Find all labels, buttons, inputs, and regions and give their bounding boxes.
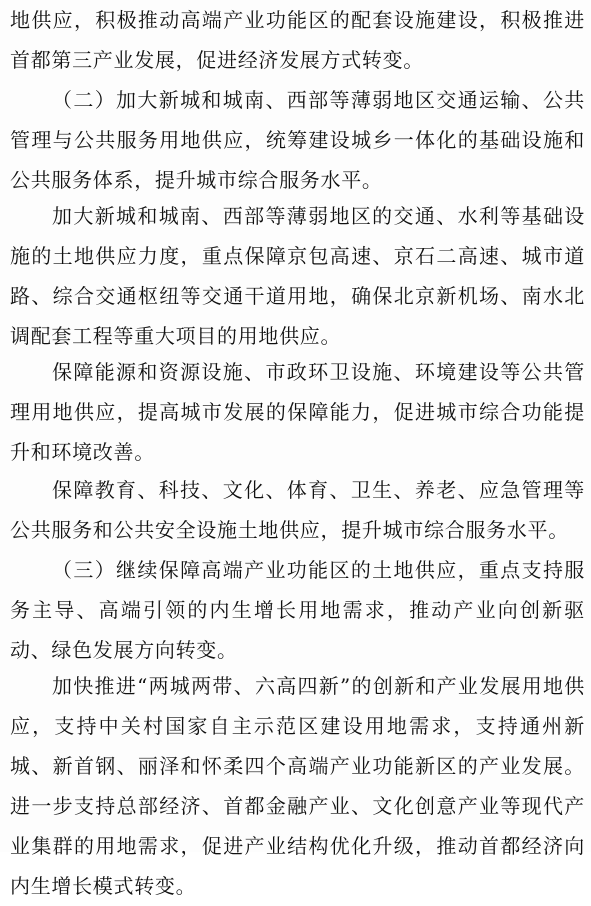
paragraph-section-three-heading: （三）继续保障高端产业功能区的土地供应，重点支持服务主导、高端引领的内生增长用地需求，推动产业向创新驱动、绿色发展方向转变。 [10, 558, 585, 662]
paragraph-energy-municipal: 保障能源和资源设施、市政环卫设施、环境建设等公共管理用地供应，提高城市发展的保障能力，促进城市综合功能提升和环境改善。 [10, 360, 585, 464]
paragraph-section-two-heading: （二）加大新城和城南、西部等薄弱地区交通运输、公共管理与公共服务用地供应，统筹建设城乡一体化的基础设施和公共服务体系，提升城市综合服务水平。 [10, 88, 585, 192]
paragraph-continuation: 地供应，积极推动高端产业功能区的配套设施建设，积极推进首都第三产业发展，促进经济发展方式转变。 [10, 8, 585, 72]
paragraph-public-services: 保障教育、科技、文化、体育、卫生、养老、应急管理等公共服务和公共安全设施土地供应，提升城市综合服务水平。 [10, 478, 585, 542]
paragraph-transport-infrastructure: 加大新城和城南、西部等薄弱地区的交通、水利等基础设施的土地供应力度，重点保障京包高速、京石二高速、城市道路、综合交通枢纽等交通干道用地，确保北京新机场、南水北调配套工程等重大项目的用地供应。 [10, 204, 585, 348]
paragraph-industry-development: 加快推进“两城两带、六高四新”的创新和产业发展用地供应，支持中关村国家自主示范区建设用地需求，支持通州新城、新首钢、丽泽和怀柔四个高端产业功能新区的产业发展。进一步支持总部经济、首都金融产业、文化创意产业等现代产业集群的用地需求，促进产业结构优化升级，推动首都经济向内生增长模式转变。 [10, 674, 585, 898]
